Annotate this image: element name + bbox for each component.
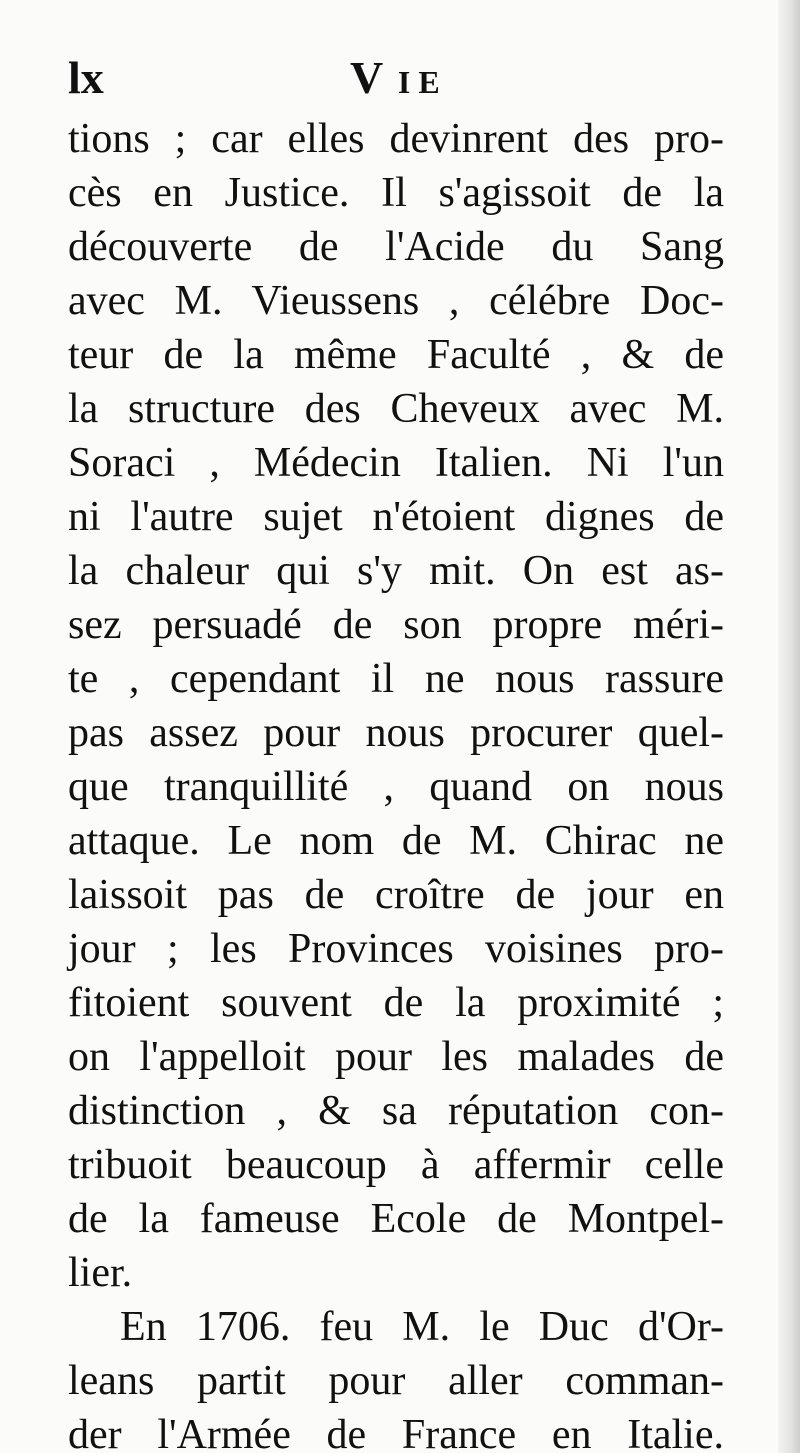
text-line: cès en Justice. Il s'agissoit de la xyxy=(68,170,724,216)
body-text xyxy=(68,112,724,1453)
paragraph-2 xyxy=(68,1300,724,1453)
text-line: pas assez pour nous procurer quel- xyxy=(68,710,724,756)
text-line: avec M. Vieussens , célébre Doc- xyxy=(68,278,724,324)
text-line: sez persuadé de son propre méri- xyxy=(68,602,724,648)
text-line: En 1706. feu M. le Duc d'Or- xyxy=(120,1304,724,1350)
text-line: jour ; les Provinces voisines pro- xyxy=(68,926,724,972)
running-head-rest: IE xyxy=(397,64,448,100)
page-header xyxy=(68,48,728,108)
paragraph-1 xyxy=(68,112,724,1300)
text-line: Soraci , Médecin Italien. Ni l'un xyxy=(68,440,724,486)
text-line: lier. xyxy=(68,1250,133,1296)
text-line: teur de la même Faculté , & de xyxy=(68,332,724,378)
text-line: ni l'autre sujet n'étoient dignes de xyxy=(68,494,724,540)
text-line: der l'Armée de France en Italie. xyxy=(68,1412,724,1453)
text-line: la chaleur qui s'y mit. On est as- xyxy=(68,548,724,594)
text-line: découverte de l'Acide du Sang xyxy=(68,224,724,270)
text-line: attaque. Le nom de M. Chirac ne xyxy=(68,818,724,864)
text-line: que tranquillité , quand on nous xyxy=(68,764,724,810)
text-line: leans partit pour aller comman- xyxy=(68,1358,724,1404)
running-head-initial: V xyxy=(350,52,385,103)
text-line: laissoit pas de croître de jour en xyxy=(68,872,724,918)
page-number: lx xyxy=(68,52,104,103)
text-line: on l'appelloit pour les malades de xyxy=(68,1034,724,1080)
text-line: te , cependant il ne nous rassure xyxy=(68,656,724,702)
page-edge-shadow xyxy=(778,0,800,1453)
text-line: distinction , & sa réputation con- xyxy=(68,1088,724,1134)
running-head xyxy=(350,48,448,112)
text-line: de la fameuse Ecole de Montpel- xyxy=(68,1196,724,1242)
text-line: tions ; car elles devinrent des pro- xyxy=(68,116,724,162)
text-line: tribuoit beaucoup à affermir celle xyxy=(68,1142,724,1188)
text-line: la structure des Cheveux avec M. xyxy=(68,386,724,432)
text-line: fitoient souvent de la proximité ; xyxy=(68,980,724,1026)
